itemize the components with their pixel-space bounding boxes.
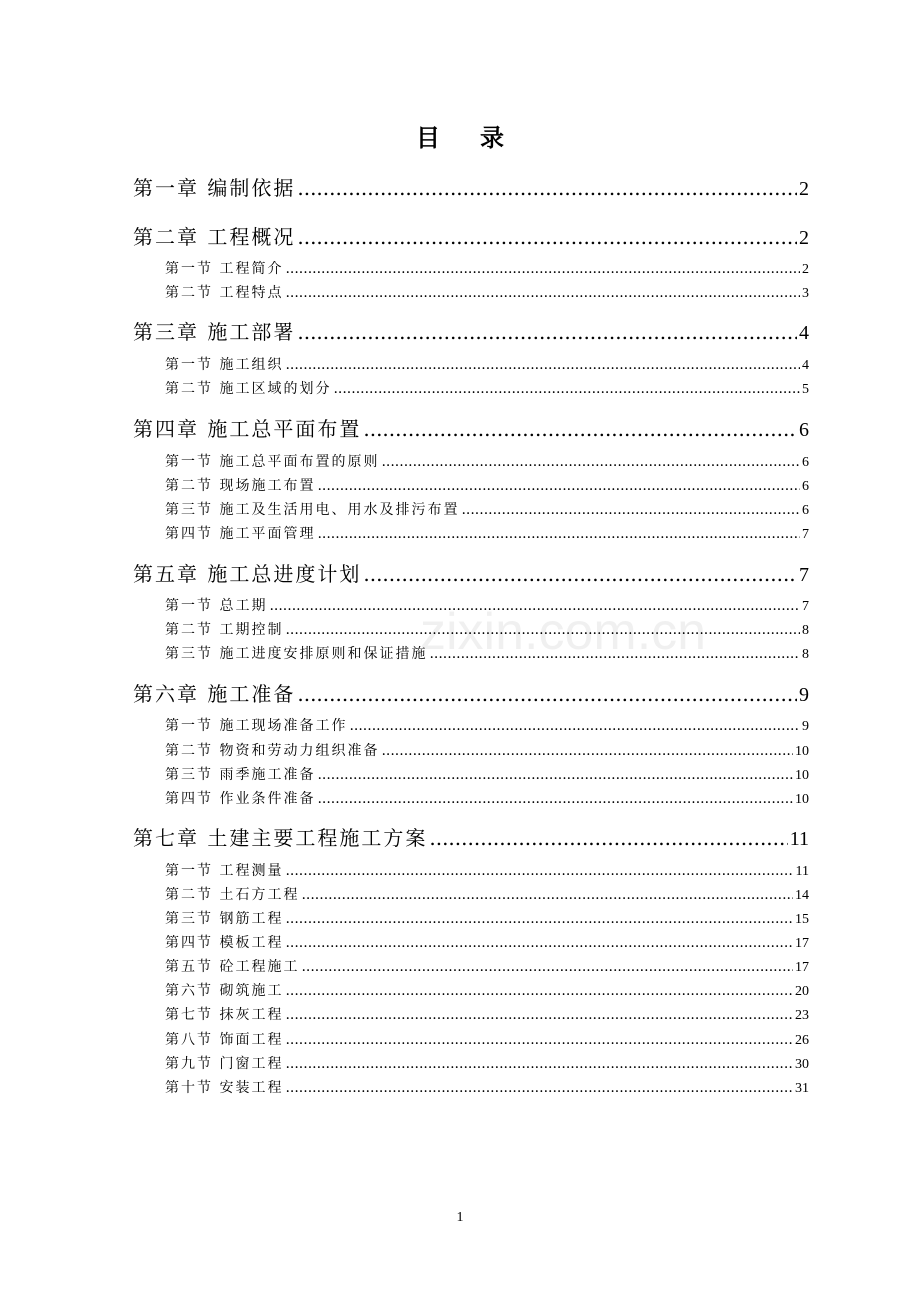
dot-leader	[381, 454, 800, 470]
toc-entry-label: 第一章 编制依据	[133, 176, 296, 200]
toc-chapter-row[interactable]	[133, 822, 809, 850]
toc-section-row[interactable]	[165, 764, 809, 784]
toc-chapter-row[interactable]	[133, 221, 809, 249]
dot-leader	[317, 767, 793, 783]
toc-section-row[interactable]	[165, 1004, 809, 1024]
dot-leader	[285, 911, 793, 927]
toc-entry-page: 6	[802, 503, 809, 518]
toc-entry-label: 第七节 抹灰工程	[165, 1007, 284, 1023]
toc-entry-page: 10	[795, 792, 809, 807]
dot-leader	[297, 176, 797, 200]
toc-entry-label: 第二节 物资和劳动力组织准备	[165, 743, 380, 759]
dot-leader	[317, 478, 800, 494]
dot-leader	[429, 826, 787, 850]
dot-leader	[285, 285, 800, 301]
toc-section-row[interactable]	[165, 1077, 809, 1097]
toc-entry-label: 第一节 工程简介	[165, 261, 284, 277]
toc-section-row[interactable]	[165, 451, 809, 471]
dot-leader	[301, 959, 793, 975]
toc-entry-page: 10	[795, 744, 809, 759]
dot-leader	[317, 791, 793, 807]
dot-leader	[297, 320, 797, 344]
toc-entry-label: 第二节 工期控制	[165, 622, 284, 638]
toc-entry-label: 第三节 施工进度安排原则和保证措施	[165, 646, 428, 662]
toc-section-row[interactable]	[165, 715, 809, 735]
toc-entry-label: 第二节 施工区域的划分	[165, 381, 332, 397]
toc-entry-page: 2	[799, 178, 809, 200]
dot-leader	[349, 718, 800, 734]
toc-section-row[interactable]	[165, 475, 809, 495]
toc-entry-page: 11	[795, 864, 809, 879]
toc-entry-label: 第七章 土建主要工程施工方案	[133, 826, 428, 850]
toc-entry-page: 6	[802, 479, 809, 494]
toc-chapter-row[interactable]	[133, 172, 809, 200]
toc-entry-label: 第一节 施工组织	[165, 357, 284, 373]
toc-entry-page: 5	[802, 382, 809, 397]
toc-entry-page: 2	[802, 262, 809, 277]
dot-leader	[461, 502, 800, 518]
toc-entry-page: 7	[799, 564, 809, 586]
watermark: zixin.com.cn	[420, 603, 707, 661]
toc-section-row[interactable]	[165, 884, 809, 904]
toc-entry-label: 第三章 施工部署	[133, 320, 296, 344]
toc-entry-page: 9	[802, 719, 809, 734]
toc-entry-page: 10	[795, 768, 809, 783]
toc-entry-page: 7	[802, 599, 809, 614]
dot-leader	[285, 863, 793, 879]
toc-entry-page: 31	[795, 1081, 809, 1096]
dot-leader	[285, 983, 793, 999]
toc-entry-page: 6	[799, 419, 809, 441]
toc-entry-label: 第一节 工程测量	[165, 863, 284, 879]
dot-leader	[429, 646, 800, 662]
dot-leader	[297, 225, 797, 249]
toc-entry-page: 4	[799, 322, 809, 344]
toc-entry-label: 第三节 施工及生活用电、用水及排污布置	[165, 502, 460, 518]
toc-entry-label: 第二章 工程概况	[133, 225, 296, 249]
toc-section-row[interactable]	[165, 1053, 809, 1073]
toc-entry-label: 第六章 施工准备	[133, 682, 296, 706]
dot-leader	[363, 562, 797, 586]
toc-entry-page: 3	[802, 286, 809, 301]
title-char-2: 录	[480, 123, 504, 152]
toc-entry-label: 第八节 饰面工程	[165, 1032, 284, 1048]
toc-section-row[interactable]	[165, 282, 809, 302]
dot-leader	[297, 682, 797, 706]
toc-entry-page: 17	[795, 960, 809, 975]
toc-section-row[interactable]	[165, 499, 809, 519]
toc-chapter-row[interactable]	[133, 558, 809, 586]
toc-entry-page: 8	[802, 647, 809, 662]
dot-leader	[381, 743, 793, 759]
dot-leader	[285, 261, 800, 277]
dot-leader	[285, 622, 800, 638]
toc-entry-page: 4	[802, 358, 809, 373]
title-char-1: 目	[416, 123, 440, 152]
toc-section-row[interactable]	[165, 643, 809, 663]
toc-entry-page: 14	[795, 888, 809, 903]
toc-entry-label: 第四章 施工总平面布置	[133, 417, 362, 441]
toc-entry-label: 第一节 总工期	[165, 598, 268, 614]
toc-entry-page: 8	[802, 623, 809, 638]
toc-entry-page: 7	[802, 527, 809, 542]
toc-entry-label: 第四节 作业条件准备	[165, 791, 316, 807]
toc-section-row[interactable]	[165, 956, 809, 976]
toc-entry-label: 第二节 土石方工程	[165, 887, 300, 903]
toc-section-row[interactable]	[165, 980, 809, 1000]
toc-section-row[interactable]	[165, 740, 809, 760]
toc-entry-label: 第九节 门窗工程	[165, 1056, 284, 1072]
toc-section-row[interactable]	[165, 258, 809, 278]
toc-entry-label: 第三节 雨季施工准备	[165, 767, 316, 783]
toc-entry-label: 第三节 钢筋工程	[165, 911, 284, 927]
toc-section-row[interactable]	[165, 932, 809, 952]
toc-section-row[interactable]	[165, 788, 809, 808]
dot-leader	[285, 1007, 793, 1023]
page-number: 1	[456, 1210, 464, 1225]
toc-entry-page: 2	[799, 227, 809, 249]
toc-entry-label: 第五章 施工总进度计划	[133, 562, 362, 586]
toc-section-row[interactable]	[165, 595, 809, 615]
toc-entry-page: 20	[795, 984, 809, 999]
toc-section-row[interactable]	[165, 908, 809, 928]
toc-section-row[interactable]	[165, 860, 809, 880]
toc-entry-label: 第六节 砌筑施工	[165, 983, 284, 999]
toc-entry-label: 第四节 施工平面管理	[165, 526, 316, 542]
toc-section-row[interactable]	[165, 354, 809, 374]
dot-leader	[285, 935, 793, 951]
dot-leader	[363, 417, 797, 441]
toc-entry-page: 9	[799, 684, 809, 706]
toc-section-row[interactable]	[165, 523, 809, 543]
toc-entry-label: 第一节 施工总平面布置的原则	[165, 454, 380, 470]
toc-section-row[interactable]	[165, 378, 809, 398]
toc-chapter-row[interactable]	[133, 316, 809, 344]
toc-entry-label: 第二节 现场施工布置	[165, 478, 316, 494]
page-title	[0, 118, 920, 153]
dot-leader	[333, 381, 800, 397]
toc-entry-label: 第五节 砼工程施工	[165, 959, 300, 975]
toc-chapter-row[interactable]	[133, 678, 809, 706]
dot-leader	[285, 1032, 793, 1048]
toc-entry-page: 11	[789, 828, 809, 850]
toc-entry-label: 第二节 工程特点	[165, 285, 284, 301]
toc-entry-page: 6	[802, 455, 809, 470]
dot-leader	[285, 357, 800, 373]
toc-entry-page: 30	[795, 1057, 809, 1072]
toc-entry-page: 26	[795, 1033, 809, 1048]
toc-entry-label: 第四节 模板工程	[165, 935, 284, 951]
dot-leader	[301, 887, 793, 903]
toc-section-row[interactable]	[165, 619, 809, 639]
toc-entry-label: 第十节 安装工程	[165, 1080, 284, 1096]
dot-leader	[285, 1056, 793, 1072]
toc-section-row[interactable]	[165, 1029, 809, 1049]
dot-leader	[285, 1080, 793, 1096]
dot-leader	[269, 598, 800, 614]
toc-entry-page: 23	[795, 1008, 809, 1023]
toc-entry-page: 15	[795, 912, 809, 927]
toc-chapter-row[interactable]	[133, 413, 809, 441]
toc-entry-label: 第一节 施工现场准备工作	[165, 718, 348, 734]
toc-entry-page: 17	[795, 936, 809, 951]
dot-leader	[317, 526, 800, 542]
